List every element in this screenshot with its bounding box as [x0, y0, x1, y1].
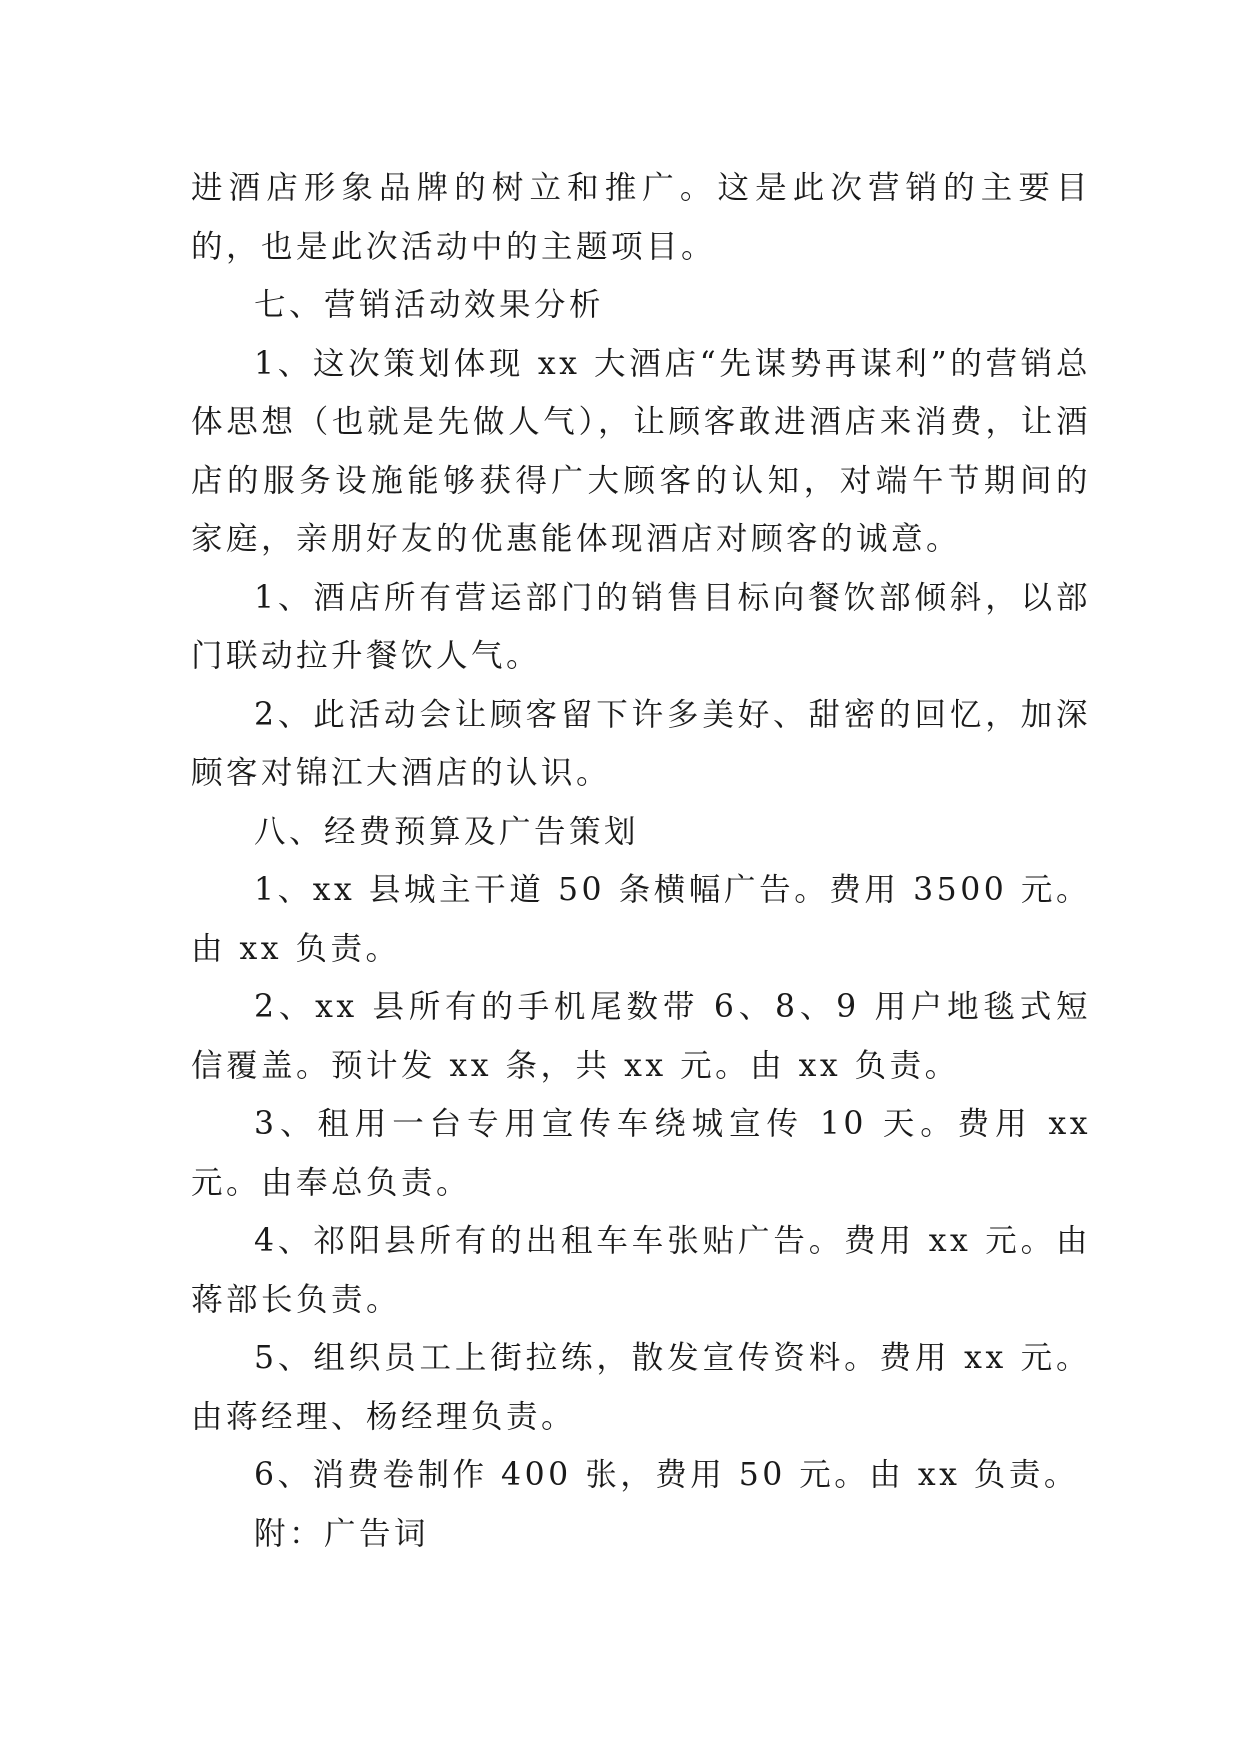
paragraph-budget-4: 4、祁阳县所有的出租车车张贴广告。费用 xx 元。由蒋部长负责。	[191, 1223, 1091, 1318]
paragraph-budget-2: 2、xx 县所有的手机尾数带 6、8、9 用户地毯式短信覆盖。预计发 xx 条，共 xx 元。由 xx 负责。	[191, 989, 1091, 1084]
paragraph-effect-2: 2、此活动会让顾客留下许多美好、甜密的回忆，加深顾客对锦江大酒店的认识。	[191, 696, 1091, 791]
document-body	[191, 159, 1091, 1563]
section-heading-budget: 八、经费预算及广告策划	[254, 813, 640, 850]
section-heading-effect-analysis: 七、营销活动效果分析	[254, 287, 605, 323]
paragraph-budget-6: 6、消费卷制作 400 张，费用 50 元。由 xx 负责。	[254, 1457, 1079, 1493]
appendix-heading: 附：广告词	[254, 1515, 430, 1552]
paragraph-effect-1: 1、这次策划体现 xx 大酒店“先谋势再谋利”的营销总体思想（也就是先做人气），让顾客敢进酒店来消费，让酒店的服务设施能够获得广大顾客的认知，对端午节期间的家庭，亲朋好友的优惠能体现酒店对顾客的诚意。	[191, 345, 1091, 557]
paragraph-budget-5: 5、组织员工上街拉练，散发宣传资料。费用 xx 元。由蒋经理、杨经理负责。	[191, 1340, 1091, 1435]
paragraph-budget-3: 3、租用一台专用宣传车绕城宣传 10 天。费用 xx 元。由奉总负责。	[191, 1106, 1091, 1201]
paragraph-effect-1b: 1、酒店所有营运部门的销售目标向餐饮部倾斜，以部门联动拉升餐饮人气。	[191, 579, 1091, 674]
paragraph-intro-continuation: 进酒店形象品牌的树立和推广。这是此次营销的主要目的，也是此次活动中的主题项目。	[191, 170, 1091, 265]
paragraph-budget-1: 1、xx 县城主干道 50 条横幅广告。费用 3500 元。由 xx 负责。	[191, 872, 1091, 967]
